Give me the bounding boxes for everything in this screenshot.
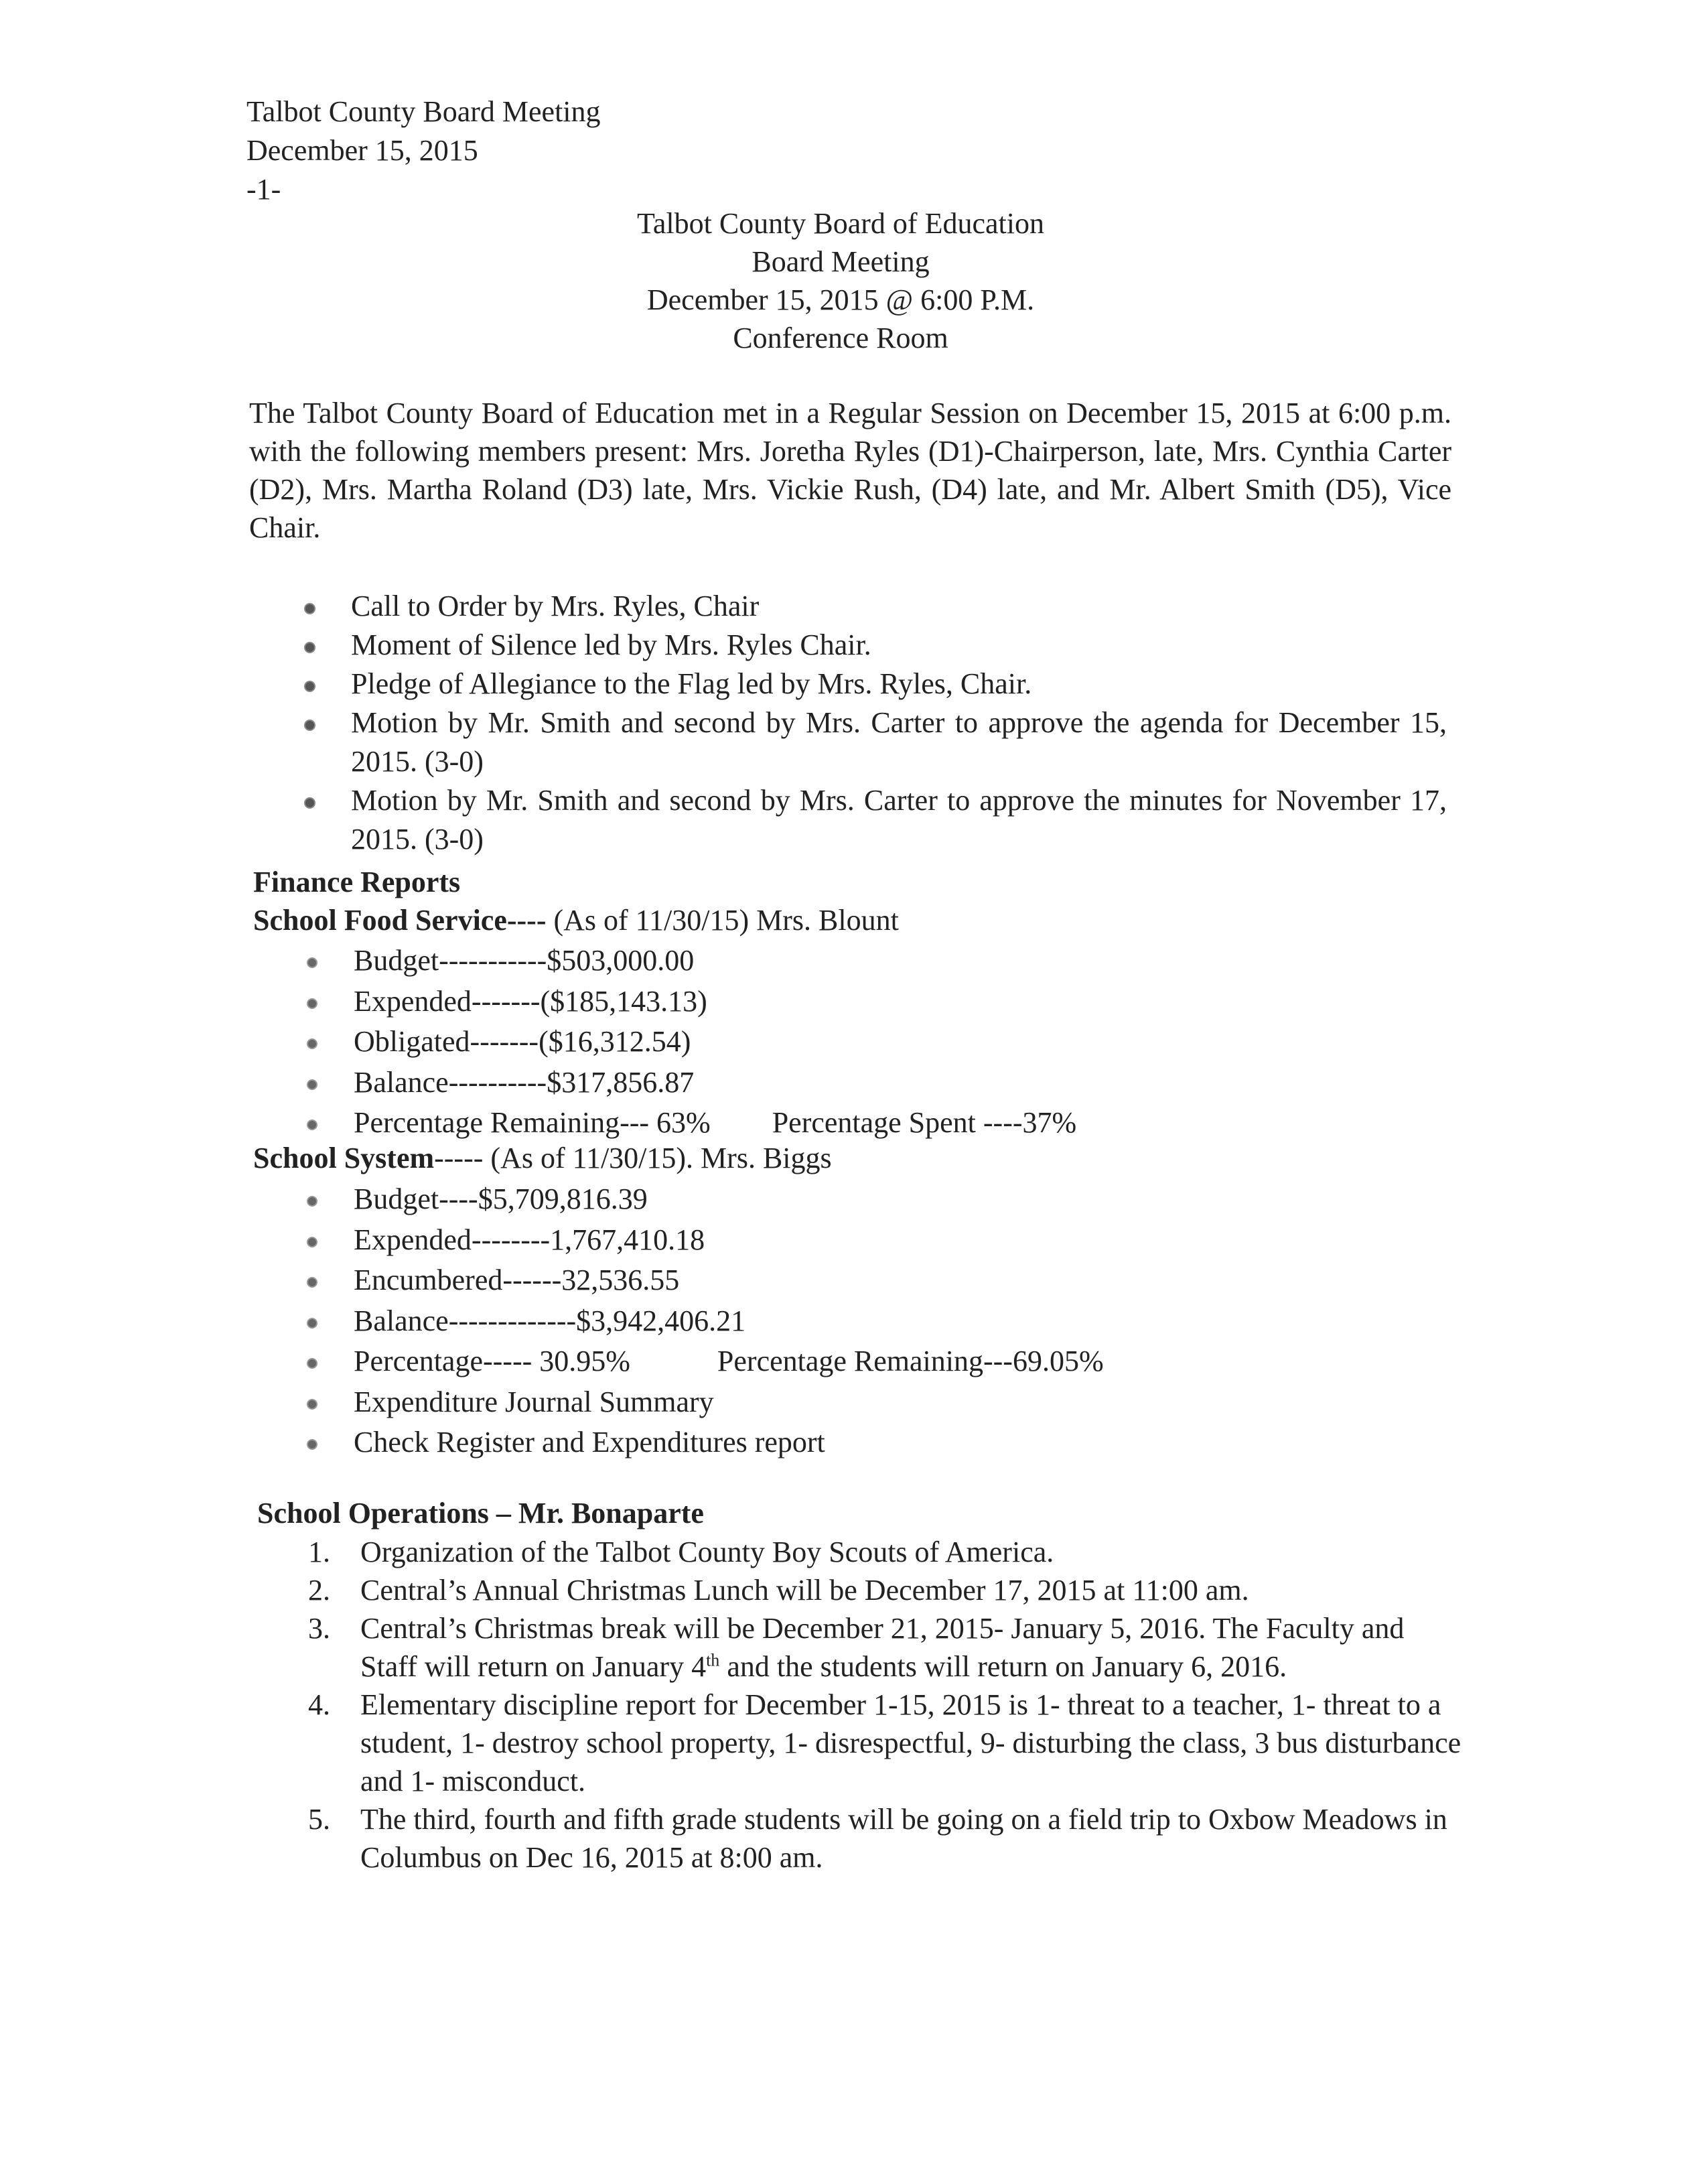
list-item-text-part: Central’s Christmas break will be December 21, 2015- January 5, 2016. The Faculty and Staff will return on January 4 <box>360 1612 1405 1683</box>
list-item <box>295 1341 1104 1382</box>
list-item-text: Central’s Annual Christmas Lunch will be December 17, 2015 at 11:00 am. <box>360 1574 1249 1607</box>
balance-line: Balance-------------$3,942,406.21 <box>354 1304 746 1337</box>
operations-list <box>301 1533 1467 1877</box>
list-item-text: Elementary discipline report for December 1-15, 2015 is 1- threat to a teacher, 1- threat to a student, 1- destroy school property, 1- disrespectful, 9- disturbing the class, 3 bus disturbance and 1- misconduct. <box>360 1688 1462 1798</box>
list-item <box>295 941 1076 981</box>
bullet-icon <box>307 957 317 968</box>
budget-line: Budget-----------$503,000.00 <box>354 944 695 977</box>
list-number: 2. <box>308 1574 330 1607</box>
list-item <box>301 1533 1467 1571</box>
expended-line: Expended-------($185,143.13) <box>354 984 707 1018</box>
document-title <box>0 204 1681 357</box>
list-item <box>295 703 1447 781</box>
bullet-icon <box>307 1038 317 1049</box>
list-item <box>301 1571 1467 1609</box>
list-item <box>295 1301 1104 1342</box>
food-service-asof: (As of 11/30/15) Mrs. Blount <box>553 904 899 937</box>
bullet-icon <box>307 1318 317 1329</box>
bullet-icon <box>304 797 315 809</box>
percentage-remaining-line: Percentage Remaining--- 63% <box>354 1106 711 1139</box>
list-item <box>295 1022 1076 1063</box>
title-meeting: Board Meeting <box>752 245 930 278</box>
agenda-list <box>295 587 1447 859</box>
school-system-asof: ----- (As of 11/30/15). Mrs. Biggs <box>434 1142 832 1174</box>
budget-line: Budget----$5,709,816.39 <box>354 1182 648 1215</box>
list-item <box>295 1220 1104 1261</box>
title-location: Conference Room <box>733 322 948 354</box>
bullet-icon <box>307 1120 317 1130</box>
school-system-label: School System <box>253 1142 435 1174</box>
list-number: 3. <box>308 1612 330 1645</box>
school-system-heading <box>253 1139 832 1178</box>
balance-line: Balance----------$317,856.87 <box>354 1065 695 1099</box>
header-title: Talbot County Board Meeting <box>246 95 601 128</box>
list-item <box>295 587 1447 626</box>
list-number: 5. <box>308 1803 330 1836</box>
list-item-text: Call to Order by Mrs. Ryles, Chair <box>351 590 760 622</box>
header-date: December 15, 2015 <box>246 134 478 167</box>
bullet-icon <box>307 1079 317 1090</box>
list-item-text-part: and the students will return on January 6, 2016. <box>719 1650 1287 1683</box>
list-item <box>295 1103 1076 1144</box>
food-service-heading <box>253 901 899 940</box>
school-system-list <box>295 1179 1104 1463</box>
list-item <box>295 626 1447 665</box>
list-item <box>301 1800 1467 1877</box>
list-item-text: Organization of the Talbot County Boy Scouts of America. <box>360 1536 1054 1568</box>
bullet-icon <box>307 1399 317 1410</box>
expended-line: Expended--------1,767,410.18 <box>354 1223 705 1256</box>
list-item-text: Pledge of Allegiance to the Flag led by Mrs. Ryles, Chair. <box>351 667 1032 700</box>
list-item <box>295 1422 1104 1463</box>
list-item <box>295 665 1447 703</box>
intro-paragraph: The Talbot County Board of Education met in a Regular Session on December 15, 2015 at 6:00 p.m. with the following members present: Mrs. Joretha Ryles (D1)-Chairperson, late, Mrs. Cynthia Carter (D2), Mrs. Martha Roland (D3) late, Mrs. Vickie Rush, (D4) late, and Mr. Albert Smith (D5), Vice Chair. <box>249 397 1451 544</box>
check-register-line: Check Register and Expenditures report <box>354 1426 825 1459</box>
list-item-text: The third, fourth and fifth grade students will be going on a field trip to Oxbow Meadows in Columbus on Dec 16, 2015 at 8:00 am. <box>360 1803 1447 1874</box>
bullet-icon <box>304 603 315 614</box>
food-service-list <box>295 941 1076 1144</box>
bullet-icon <box>307 1358 317 1369</box>
bullet-icon <box>304 681 315 692</box>
list-item-text <box>360 1612 1404 1683</box>
page-number: -1- <box>246 173 281 206</box>
list-item <box>295 1063 1076 1103</box>
ordinal-suffix: th <box>706 1650 720 1670</box>
list-item <box>301 1686 1467 1800</box>
percentage-line: Percentage----- 30.95% <box>354 1345 630 1377</box>
list-item <box>295 781 1447 859</box>
bullet-icon <box>307 998 317 1009</box>
list-item <box>295 1382 1104 1423</box>
operations-heading: School Operations – Mr. Bonaparte <box>257 1497 704 1530</box>
bullet-icon <box>307 1439 317 1450</box>
percentage-spent-line: Percentage Spent ----37% <box>772 1106 1077 1139</box>
list-item-text: Motion by Mr. Smith and second by Mrs. Carter to approve the minutes for November 17, 2015. (3-0) <box>351 784 1447 856</box>
bullet-icon <box>307 1196 317 1207</box>
list-item <box>301 1609 1467 1686</box>
list-number: 4. <box>308 1688 330 1721</box>
list-item <box>295 1179 1104 1220</box>
list-number: 1. <box>308 1536 330 1568</box>
list-item-text: Moment of Silence led by Mrs. Ryles Chair. <box>351 628 871 661</box>
running-header <box>246 92 601 209</box>
bullet-icon <box>304 642 315 653</box>
obligated-line: Obligated-------($16,312.54) <box>354 1025 691 1058</box>
bullet-icon <box>307 1277 317 1288</box>
title-organization: Talbot County Board of Education <box>637 207 1044 240</box>
bullet-icon <box>304 720 315 731</box>
food-service-label: School Food Service---- <box>253 904 554 937</box>
title-datetime: December 15, 2015 @ 6:00 P.M. <box>646 283 1035 316</box>
list-item <box>295 1260 1104 1301</box>
expenditure-journal-line: Expenditure Journal Summary <box>354 1385 714 1418</box>
percentage-remaining-line: Percentage Remaining---69.05% <box>717 1345 1104 1377</box>
list-item-text: Motion by Mr. Smith and second by Mrs. Carter to approve the agenda for December 15, 2015. (3-0) <box>351 706 1447 778</box>
list-item <box>295 981 1076 1022</box>
bullet-icon <box>307 1237 317 1247</box>
finance-heading: Finance Reports <box>253 866 461 898</box>
encumbered-line: Encumbered------32,536.55 <box>354 1264 680 1296</box>
